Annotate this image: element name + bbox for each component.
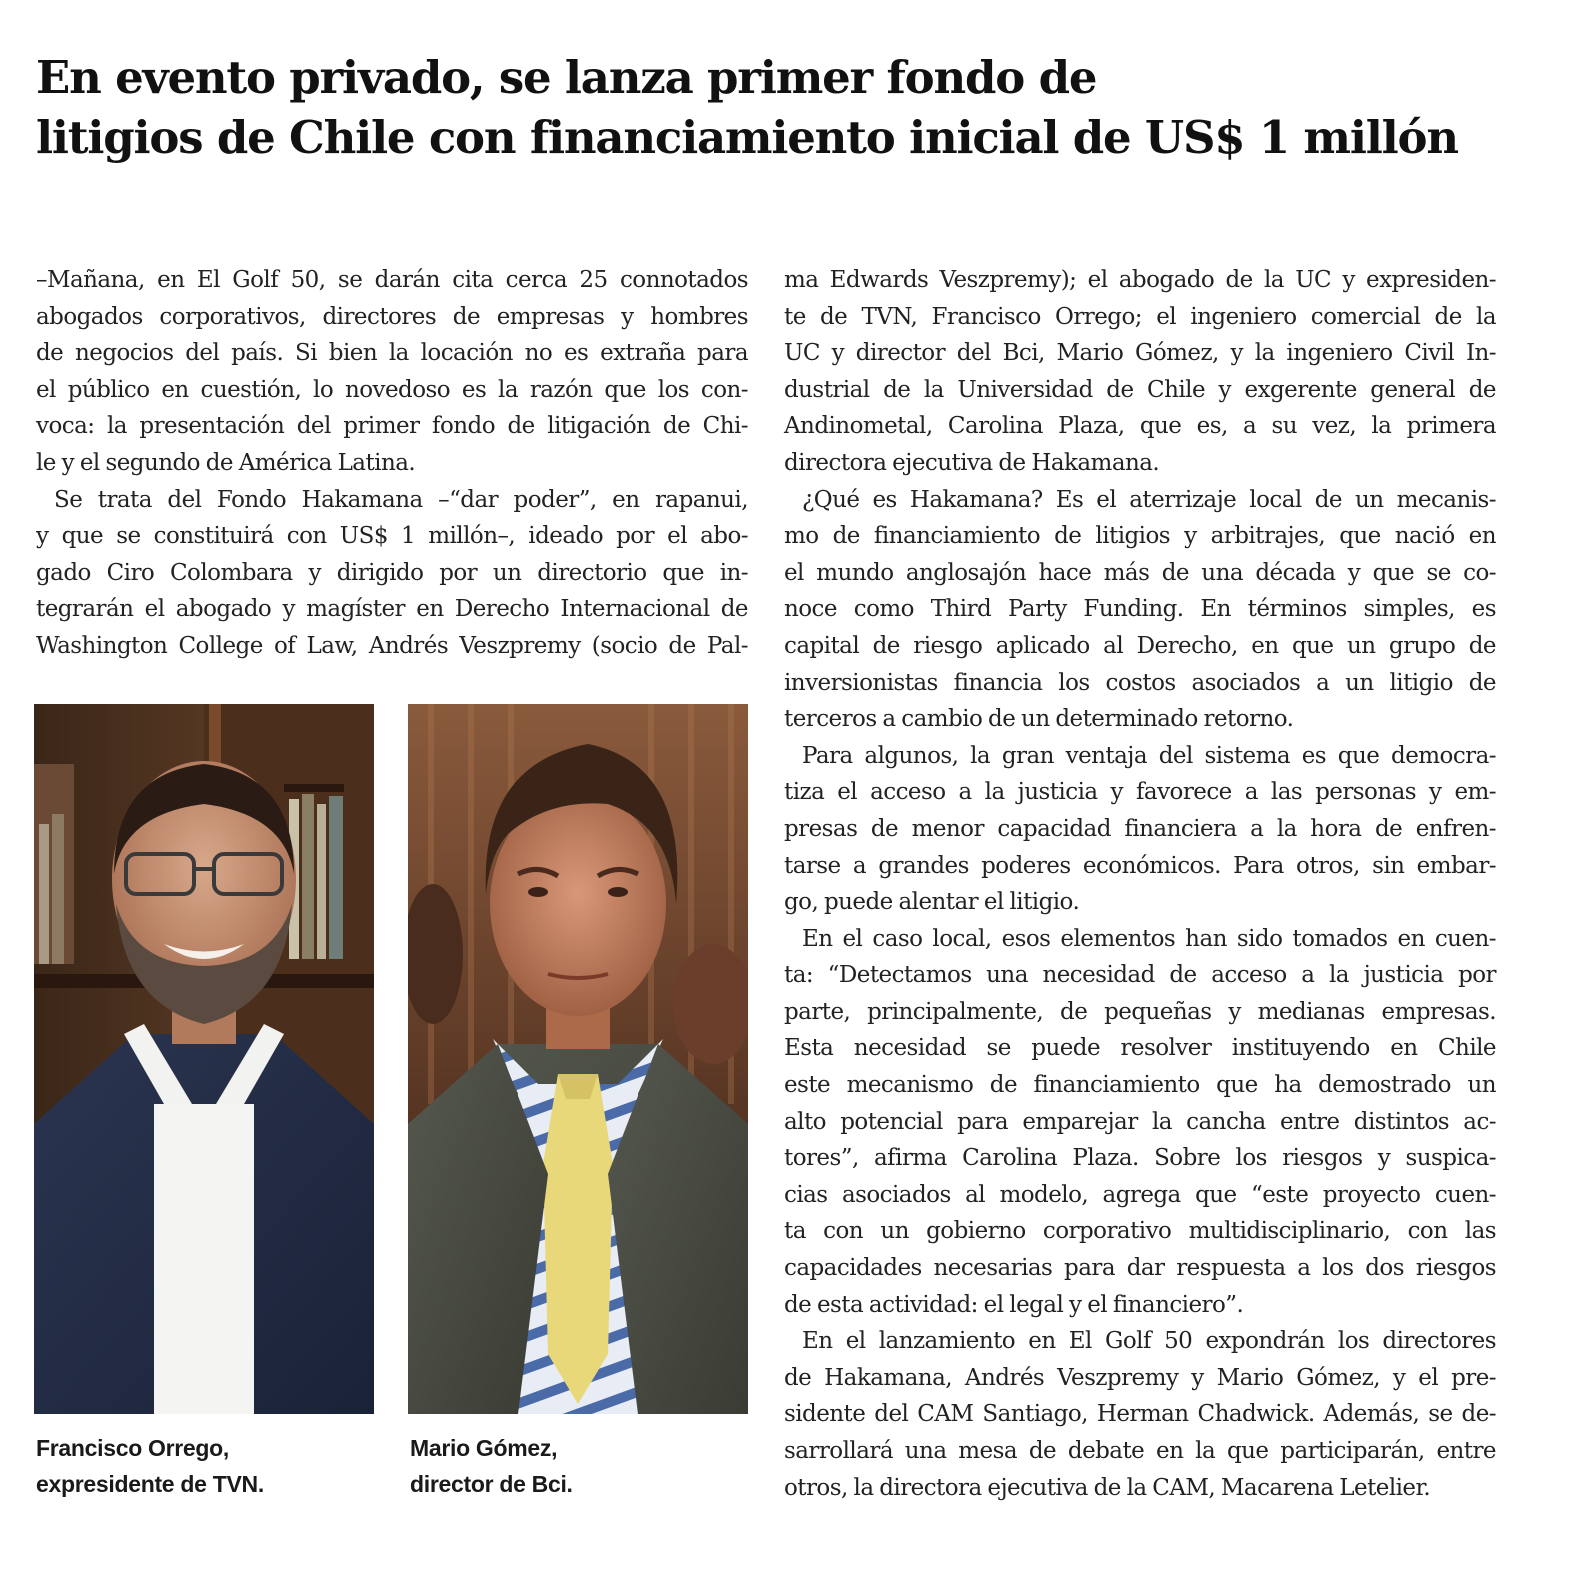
body-line: ta con un gobierno corporativo multidisciplinario, con las [784, 1218, 1496, 1245]
body-line: noce como Third Party Funding. En términos simples, es [784, 596, 1496, 623]
body-line: Esta necesidad se puede resolver instituyendo en Chile [784, 1035, 1496, 1062]
body-line: te de TVN, Francisco Orrego; el ingeniero comercial de la [784, 303, 1496, 330]
body-line: terceros a cambio de un determinado retorno. [784, 706, 1294, 733]
body-line: este mecanismo de financiamiento que ha demostrado un [784, 1072, 1496, 1099]
body-line: el mundo anglosajón hace más de una década y que se co- [784, 559, 1496, 586]
body-line: ta: “Detectamos una necesidad de acceso a la justicia por [784, 962, 1496, 989]
photo-francisco-orrego [34, 704, 374, 1414]
body-line: tegrarán el abogado y magíster en Derecho Internacional de [36, 596, 748, 623]
body-line: parte, principalmente, de pequeñas y medianas empresas. [784, 998, 1496, 1025]
body-line: En el lanzamiento en El Golf 50 expondrán los directores [802, 1328, 1496, 1355]
body-line: de Hakamana, Andrés Veszpremy y Mario Gómez, y el pre- [784, 1364, 1496, 1391]
body-line: inversionistas financia los costos asociados a un litigio de [784, 669, 1496, 696]
body-line: otros, la directora ejecutiva de la CAM, Macarena Letelier. [784, 1474, 1431, 1501]
body-line: –Mañana, en El Golf 50, se darán cita cerca 25 connotados [36, 267, 748, 293]
body-line: En el caso local, esos elementos han sido tomados en cuen- [802, 925, 1496, 952]
headline-line-2: litigios de Chile con financiamiento inicial de US$ 1 millón [36, 111, 1458, 164]
body-line: de esta actividad: el legal y el financiero”. [784, 1291, 1244, 1318]
caption-line: Mario Gómez, [410, 1435, 558, 1461]
body-line: ma Edwards Veszpremy); el abogado de la UC y expresiden- [784, 267, 1496, 293]
body-line: de negocios del país. Si bien la locación no es extraña para [36, 340, 748, 367]
body-line: abogados corporativos, directores de empresas y hombres [36, 303, 748, 330]
photo-caption-orrego [36, 1430, 264, 1502]
body-line: go, puede alentar el litigio. [784, 889, 1080, 916]
body-line: dustrial de la Universidad de Chile y exgerente general de [784, 376, 1496, 403]
photo-mario-gomez [408, 704, 748, 1414]
body-line: le y el segundo de América Latina. [36, 449, 416, 476]
headline [36, 48, 1516, 168]
photo-caption-gomez [410, 1430, 573, 1502]
body-line: Andinometal, Carolina Plaza, que es, a su vez, la primera [784, 413, 1496, 440]
body-line: presas de menor capacidad financiera a la hora de enfren- [784, 815, 1496, 842]
body-line: voca: la presentación del primer fondo de litigación de Chi- [36, 413, 748, 440]
body-line: UC y director del Bci, Mario Gómez, y la ingeniero Civil In- [784, 340, 1496, 367]
body-line: alto potencial para emparejar la cancha entre distintos ac- [784, 1108, 1496, 1135]
article-column-left [36, 262, 748, 665]
body-line: tores”, afirma Carolina Plaza. Sobre los riesgos y suspica- [784, 1145, 1496, 1172]
body-line: Washington College of Law, Andrés Veszpremy (socio de Pal- [36, 632, 748, 659]
body-line: Para algunos, la gran ventaja del sistema es que democra- [802, 742, 1496, 769]
body-line: mo de financiamiento de litigios y arbitrajes, que nació en [784, 523, 1496, 550]
body-line: el público en cuestión, lo novedoso es la razón que los con- [36, 376, 748, 403]
headline-line-1: En evento privado, se lanza primer fondo de [36, 51, 1097, 104]
body-line: capital de riesgo aplicado al Derecho, en que un grupo de [784, 632, 1496, 659]
body-line: gado Ciro Colombara y dirigido por un directorio que in- [36, 559, 748, 586]
body-line: ¿Qué es Hakamana? Es el aterrizaje local de un mecanis- [802, 486, 1496, 513]
caption-line: director de Bci. [410, 1471, 573, 1497]
body-line: Se trata del Fondo Hakamana –“dar poder”, en rapanui, [54, 486, 748, 513]
body-line: tarse a grandes poderes económicos. Para otros, sin embar- [784, 852, 1496, 879]
portrait-image [408, 704, 748, 1414]
body-line: tiza el acceso a la justicia y favorece a las personas y em- [784, 779, 1496, 806]
article-column-right [784, 262, 1496, 1506]
caption-line: Francisco Orrego, [36, 1435, 230, 1461]
body-line: cias asociados al modelo, agrega que “este proyecto cuen- [784, 1181, 1496, 1208]
caption-line: expresidente de TVN. [36, 1471, 264, 1497]
body-line: sidente del CAM Santiago, Herman Chadwick. Además, se de- [784, 1401, 1496, 1428]
body-line: sarrollará una mesa de debate en la que participarán, entre [784, 1438, 1496, 1464]
body-line: capacidades necesarias para dar respuesta a los dos riesgos [784, 1255, 1496, 1282]
body-line: y que se constituirá con US$ 1 millón–, ideado por el abo- [36, 523, 748, 550]
portrait-image [34, 704, 374, 1414]
body-line: directora ejecutiva de Hakamana. [784, 449, 1160, 476]
